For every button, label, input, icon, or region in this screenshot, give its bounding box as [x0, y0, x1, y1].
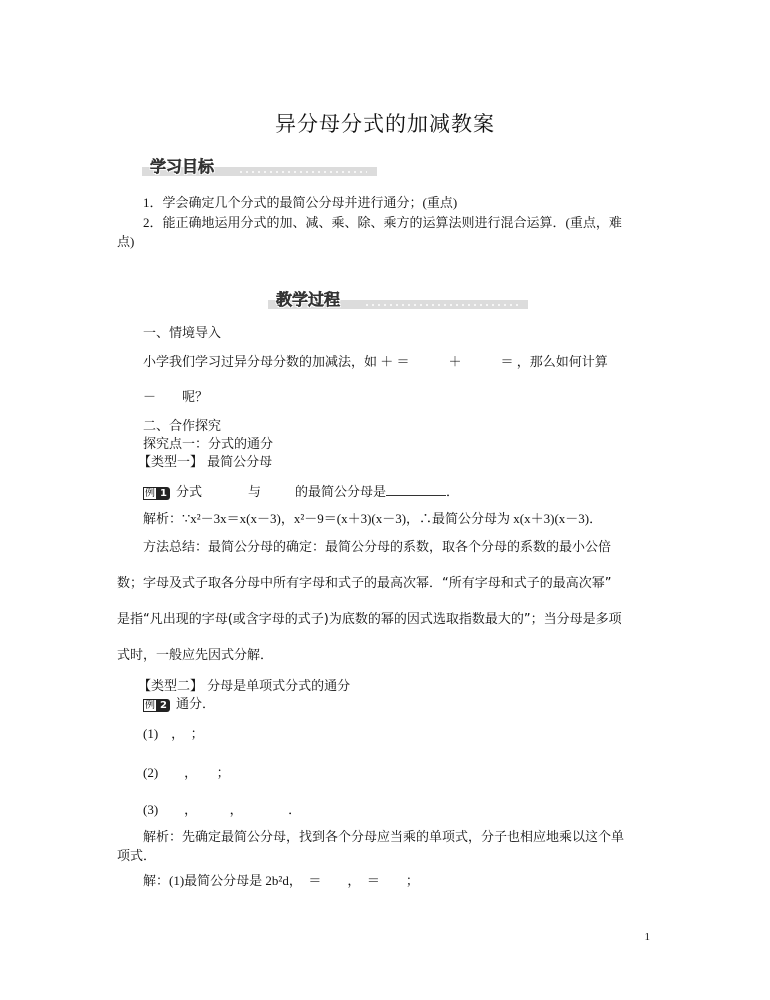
analysis-2-line-1: 解析：先确定最简公分母，找到各个分母应当乘的单项式，分子也相应地乘以这个单	[143, 829, 625, 845]
example-badge: 例 2	[143, 699, 170, 712]
point1-title: 探究点一：分式的通分	[143, 436, 274, 451]
type1-label: 【类型一】	[138, 455, 204, 470]
type1-heading	[138, 451, 272, 470]
type2-label: 【类型二】	[138, 679, 204, 694]
summary-line-1: 方法总结：最简公分母的确定：最简公分母的系数，取各个分母的系数的最小公倍	[143, 540, 612, 555]
example-2: 例 2 通分．	[145, 696, 215, 711]
banner-dots	[364, 304, 518, 306]
analysis-1: 解析：∵x²－3x＝x(x－3)，x²－9＝(x＋3)(x－3)，∴最简公分母为 x(x＋3)(x－3)．	[143, 511, 603, 527]
part2-heading: 二、合作探究	[143, 419, 222, 434]
part1-line1: 小学我们学习过异分母分数的加减法，如 ＋ ＝ ＋ ＝ ，那么如何计算	[143, 354, 608, 369]
part1-heading: 一、情境导入	[143, 326, 222, 341]
objectives-banner	[142, 157, 377, 176]
banner-dots	[238, 171, 367, 173]
objective-2-cont: 点)	[117, 234, 135, 249]
summary-line-2: 数；字母及式子取各分母中所有字母和式子的最高次幂．“所有字母和式子的最高次幂”	[117, 576, 612, 591]
summary-line-4: 式时，一般应先因式分解．	[117, 648, 274, 663]
page-number: 1	[644, 931, 650, 943]
type1-title: 最简公分母	[207, 455, 273, 470]
analysis-2-line-2: 项式．	[117, 848, 157, 863]
item-2: (2) ， ；	[143, 765, 230, 780]
solution-line: 解：(1)最简公分母是 2b²d， ＝ ， ＝ ；	[143, 873, 419, 889]
objective-2: 2．能正确地运用分式的加、减、乘、除、乘方的运算法则进行混合运算．(重点，难	[143, 215, 622, 230]
example-badge: 例 1	[143, 487, 170, 500]
type2-heading	[138, 675, 350, 694]
part1-line2: － 呢？	[143, 389, 209, 404]
summary-line-3: 是指“凡出现的字母(或含字母的式子)为底数的幂的因式选取指数最大的”；当分母是多项	[117, 612, 622, 627]
type2-title: 分母是单项式分式的通分	[207, 679, 351, 694]
banner-label: 学习目标	[150, 157, 215, 176]
answer-blank	[386, 483, 446, 496]
banner-label: 教学过程	[276, 290, 341, 309]
process-banner	[268, 290, 528, 309]
objective-1: 1．学会确定几个分式的最简公分母并进行通分；(重点)	[143, 195, 458, 210]
example-1: 例 1 分式 与 的最简公分母是 ．	[145, 484, 460, 499]
item-3: (3) ， ， ．	[143, 802, 302, 817]
item-1: (1) ， ；	[143, 726, 204, 741]
page-title: 异分母分式的加减教案	[275, 112, 495, 136]
